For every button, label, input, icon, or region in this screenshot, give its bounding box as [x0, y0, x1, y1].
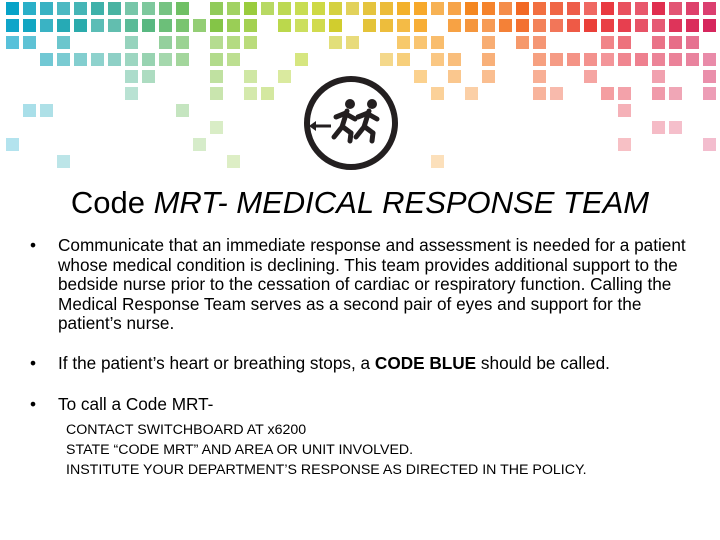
mosaic-square: [431, 53, 444, 66]
mosaic-square: [703, 2, 716, 15]
mosaic-square: [57, 53, 70, 66]
mosaic-square: [261, 2, 274, 15]
bullet-marker: •: [30, 394, 37, 414]
mosaic-square: [669, 53, 682, 66]
mosaic-square: [108, 19, 121, 32]
mosaic-square: [40, 19, 53, 32]
mosaic-square: [227, 2, 240, 15]
mosaic-square: [57, 19, 70, 32]
bullet-text-before: If the patient’s heart or breathing stops, a: [58, 352, 375, 373]
mosaic-square: [533, 36, 546, 49]
mosaic-square: [380, 53, 393, 66]
mosaic-square: [176, 53, 189, 66]
mosaic-square: [601, 87, 614, 100]
mosaic-square: [635, 2, 648, 15]
mosaic-square: [550, 19, 563, 32]
mosaic-square: [482, 70, 495, 83]
mosaic-square: [601, 2, 614, 15]
mosaic-square: [618, 87, 631, 100]
mosaic-square: [533, 2, 546, 15]
mosaic-square: [397, 36, 410, 49]
mosaic-square: [669, 36, 682, 49]
mosaic-square: [125, 87, 138, 100]
mosaic-square: [40, 53, 53, 66]
mosaic-square: [533, 19, 546, 32]
mosaic-square: [125, 53, 138, 66]
mosaic-square: [618, 2, 631, 15]
mosaic-square: [210, 36, 223, 49]
running-persons-arrow-icon: [301, 73, 401, 173]
mosaic-square: [57, 155, 70, 168]
mosaic-square: [142, 19, 155, 32]
mosaic-square: [312, 19, 325, 32]
mosaic-square: [397, 19, 410, 32]
mosaic-square: [533, 53, 546, 66]
mosaic-square: [482, 19, 495, 32]
mosaic-square: [533, 70, 546, 83]
mosaic-square: [261, 87, 274, 100]
bullet-text: To call a Code MRT-: [58, 394, 214, 414]
mosaic-square: [346, 36, 359, 49]
mosaic-square: [584, 70, 597, 83]
mosaic-square: [23, 104, 36, 117]
bullet-marker: •: [30, 235, 37, 255]
mosaic-square: [431, 155, 444, 168]
mosaic-square: [108, 53, 121, 66]
list-item: [30, 354, 702, 374]
mosaic-square: [635, 53, 648, 66]
mosaic-square: [567, 19, 580, 32]
mosaic-square: [74, 19, 87, 32]
mosaic-square: [108, 2, 121, 15]
mosaic-square: [686, 53, 699, 66]
mosaic-square: [431, 87, 444, 100]
mosaic-square: [244, 36, 257, 49]
mosaic-square: [40, 104, 53, 117]
mosaic-square: [397, 2, 410, 15]
code-blue-emphasis: CODE BLUE: [374, 352, 477, 373]
mosaic-square: [499, 2, 512, 15]
mosaic-square: [618, 104, 631, 117]
mosaic-square: [448, 2, 461, 15]
mosaic-square: [40, 2, 53, 15]
mosaic-square: [601, 53, 614, 66]
mosaic-square: [278, 19, 291, 32]
mosaic-square: [57, 36, 70, 49]
mosaic-square: [516, 2, 529, 15]
bullet-text: Communicate that an immediate response and assessment is needed for a patient whose medical condition is declining. This team provides additional support to the bedside nurse prior to the cessation of cardiac or respiratory function. Calling the Medical Response Team serves as a second pair of eyes and support for the patient’s nurse.: [58, 235, 686, 333]
mosaic-square: [159, 36, 172, 49]
mosaic-square: [499, 19, 512, 32]
mosaic-square: [210, 70, 223, 83]
mosaic-square: [482, 36, 495, 49]
slide-title-emphasis: MRT- MEDICAL RESPONSE TEAM: [153, 185, 650, 220]
mosaic-square: [686, 19, 699, 32]
mosaic-square: [652, 70, 665, 83]
mosaic-square: [312, 2, 325, 15]
mosaic-square: [550, 53, 563, 66]
mosaic-square: [6, 138, 19, 151]
mosaic-square: [278, 70, 291, 83]
mosaic-square: [669, 87, 682, 100]
mosaic-square: [176, 104, 189, 117]
bullet-marker: •: [30, 352, 37, 373]
bullet-list: [30, 236, 702, 480]
mosaic-square: [176, 19, 189, 32]
mosaic-square: [295, 19, 308, 32]
mosaic-square: [380, 19, 393, 32]
slide-title: [0, 183, 720, 223]
mosaic-square: [703, 70, 716, 83]
mosaic-square: [431, 2, 444, 15]
mosaic-square: [584, 53, 597, 66]
mosaic-square: [210, 121, 223, 134]
mosaic-square: [601, 19, 614, 32]
mosaic-square: [210, 2, 223, 15]
mosaic-square: [244, 2, 257, 15]
mosaic-square: [703, 53, 716, 66]
mosaic-square: [414, 2, 427, 15]
mosaic-square: [142, 70, 155, 83]
mosaic-square: [533, 87, 546, 100]
mosaic-square: [652, 87, 665, 100]
call-step: STATE “CODE MRT” AND AREA OR UNIT INVOLVED.: [66, 441, 414, 458]
mosaic-square: [703, 19, 716, 32]
mosaic-square: [125, 2, 138, 15]
mosaic-square: [329, 2, 342, 15]
mosaic-square: [482, 2, 495, 15]
mosaic-square: [125, 70, 138, 83]
mosaic-square: [125, 19, 138, 32]
mosaic-square: [159, 53, 172, 66]
mosaic-square: [703, 138, 716, 151]
mosaic-square: [91, 19, 104, 32]
mosaic-square: [448, 53, 461, 66]
list-item: [30, 395, 702, 415]
mosaic-square: [465, 19, 478, 32]
mosaic-square: [550, 2, 563, 15]
call-steps: [30, 420, 702, 480]
mosaic-square: [431, 36, 444, 49]
mosaic-square: [227, 19, 240, 32]
mosaic-square: [550, 87, 563, 100]
mosaic-square: [6, 2, 19, 15]
list-item: [30, 236, 702, 334]
mosaic-square: [397, 53, 410, 66]
mosaic-square: [176, 36, 189, 49]
mosaic-square: [652, 36, 665, 49]
mosaic-square: [363, 2, 376, 15]
mosaic-square: [142, 2, 155, 15]
mosaic-square: [618, 138, 631, 151]
mosaic-square: [210, 19, 223, 32]
mosaic-square: [567, 2, 580, 15]
mosaic-square: [193, 19, 206, 32]
mosaic-square: [142, 53, 155, 66]
mosaic-square: [23, 36, 36, 49]
mosaic-square: [618, 53, 631, 66]
mosaic-square: [91, 2, 104, 15]
mosaic-square: [295, 2, 308, 15]
mosaic-square: [601, 36, 614, 49]
mosaic-square: [23, 2, 36, 15]
mosaic-square: [244, 87, 257, 100]
mosaic-square: [635, 19, 648, 32]
slide-title-prefix: Code: [70, 185, 154, 220]
mosaic-square: [584, 2, 597, 15]
call-step: INSTITUTE YOUR DEPARTMENT’S RESPONSE AS DIRECTED IN THE POLICY.: [66, 461, 587, 478]
mosaic-square: [686, 2, 699, 15]
mosaic-square: [686, 36, 699, 49]
mosaic-square: [6, 36, 19, 49]
mosaic-square: [669, 2, 682, 15]
mosaic-square: [57, 2, 70, 15]
mosaic-square: [329, 19, 342, 32]
mosaic-square: [448, 19, 461, 32]
mosaic-square: [414, 70, 427, 83]
mosaic-square: [703, 87, 716, 100]
mosaic-square: [91, 53, 104, 66]
mosaic-square: [584, 19, 597, 32]
mosaic-square: [227, 36, 240, 49]
mosaic-square: [414, 19, 427, 32]
mosaic-square: [618, 36, 631, 49]
mosaic-square: [618, 19, 631, 32]
mosaic-square: [652, 2, 665, 15]
mosaic-square: [363, 19, 376, 32]
mosaic-square: [346, 2, 359, 15]
bullet-text: [58, 353, 610, 373]
mosaic-square: [295, 53, 308, 66]
mosaic-square: [244, 19, 257, 32]
mosaic-square: [210, 53, 223, 66]
mosaic-square: [669, 121, 682, 134]
mosaic-square: [448, 70, 461, 83]
mosaic-square: [482, 53, 495, 66]
call-step: CONTACT SWITCHBOARD AT x6200: [66, 421, 307, 438]
mosaic-square: [652, 19, 665, 32]
mosaic-square: [516, 19, 529, 32]
mosaic-square: [159, 19, 172, 32]
mosaic-square: [380, 2, 393, 15]
mosaic-square: [159, 2, 172, 15]
mosaic-square: [125, 36, 138, 49]
mosaic-square: [193, 138, 206, 151]
mosaic-square: [669, 19, 682, 32]
mosaic-square: [244, 70, 257, 83]
mosaic-square: [227, 155, 240, 168]
mosaic-square: [74, 53, 87, 66]
mosaic-square: [227, 53, 240, 66]
mosaic-square: [278, 2, 291, 15]
mosaic-square: [23, 19, 36, 32]
mosaic-square: [176, 2, 189, 15]
mosaic-square: [74, 2, 87, 15]
mosaic-square: [567, 53, 580, 66]
mosaic-square: [652, 53, 665, 66]
mosaic-square: [652, 121, 665, 134]
mosaic-square: [414, 36, 427, 49]
mosaic-square: [210, 87, 223, 100]
mosaic-square: [329, 36, 342, 49]
mosaic-square: [465, 2, 478, 15]
mosaic-square: [465, 87, 478, 100]
mosaic-square: [516, 36, 529, 49]
bullet-text-after: should be called.: [476, 352, 610, 373]
mosaic-square: [6, 19, 19, 32]
